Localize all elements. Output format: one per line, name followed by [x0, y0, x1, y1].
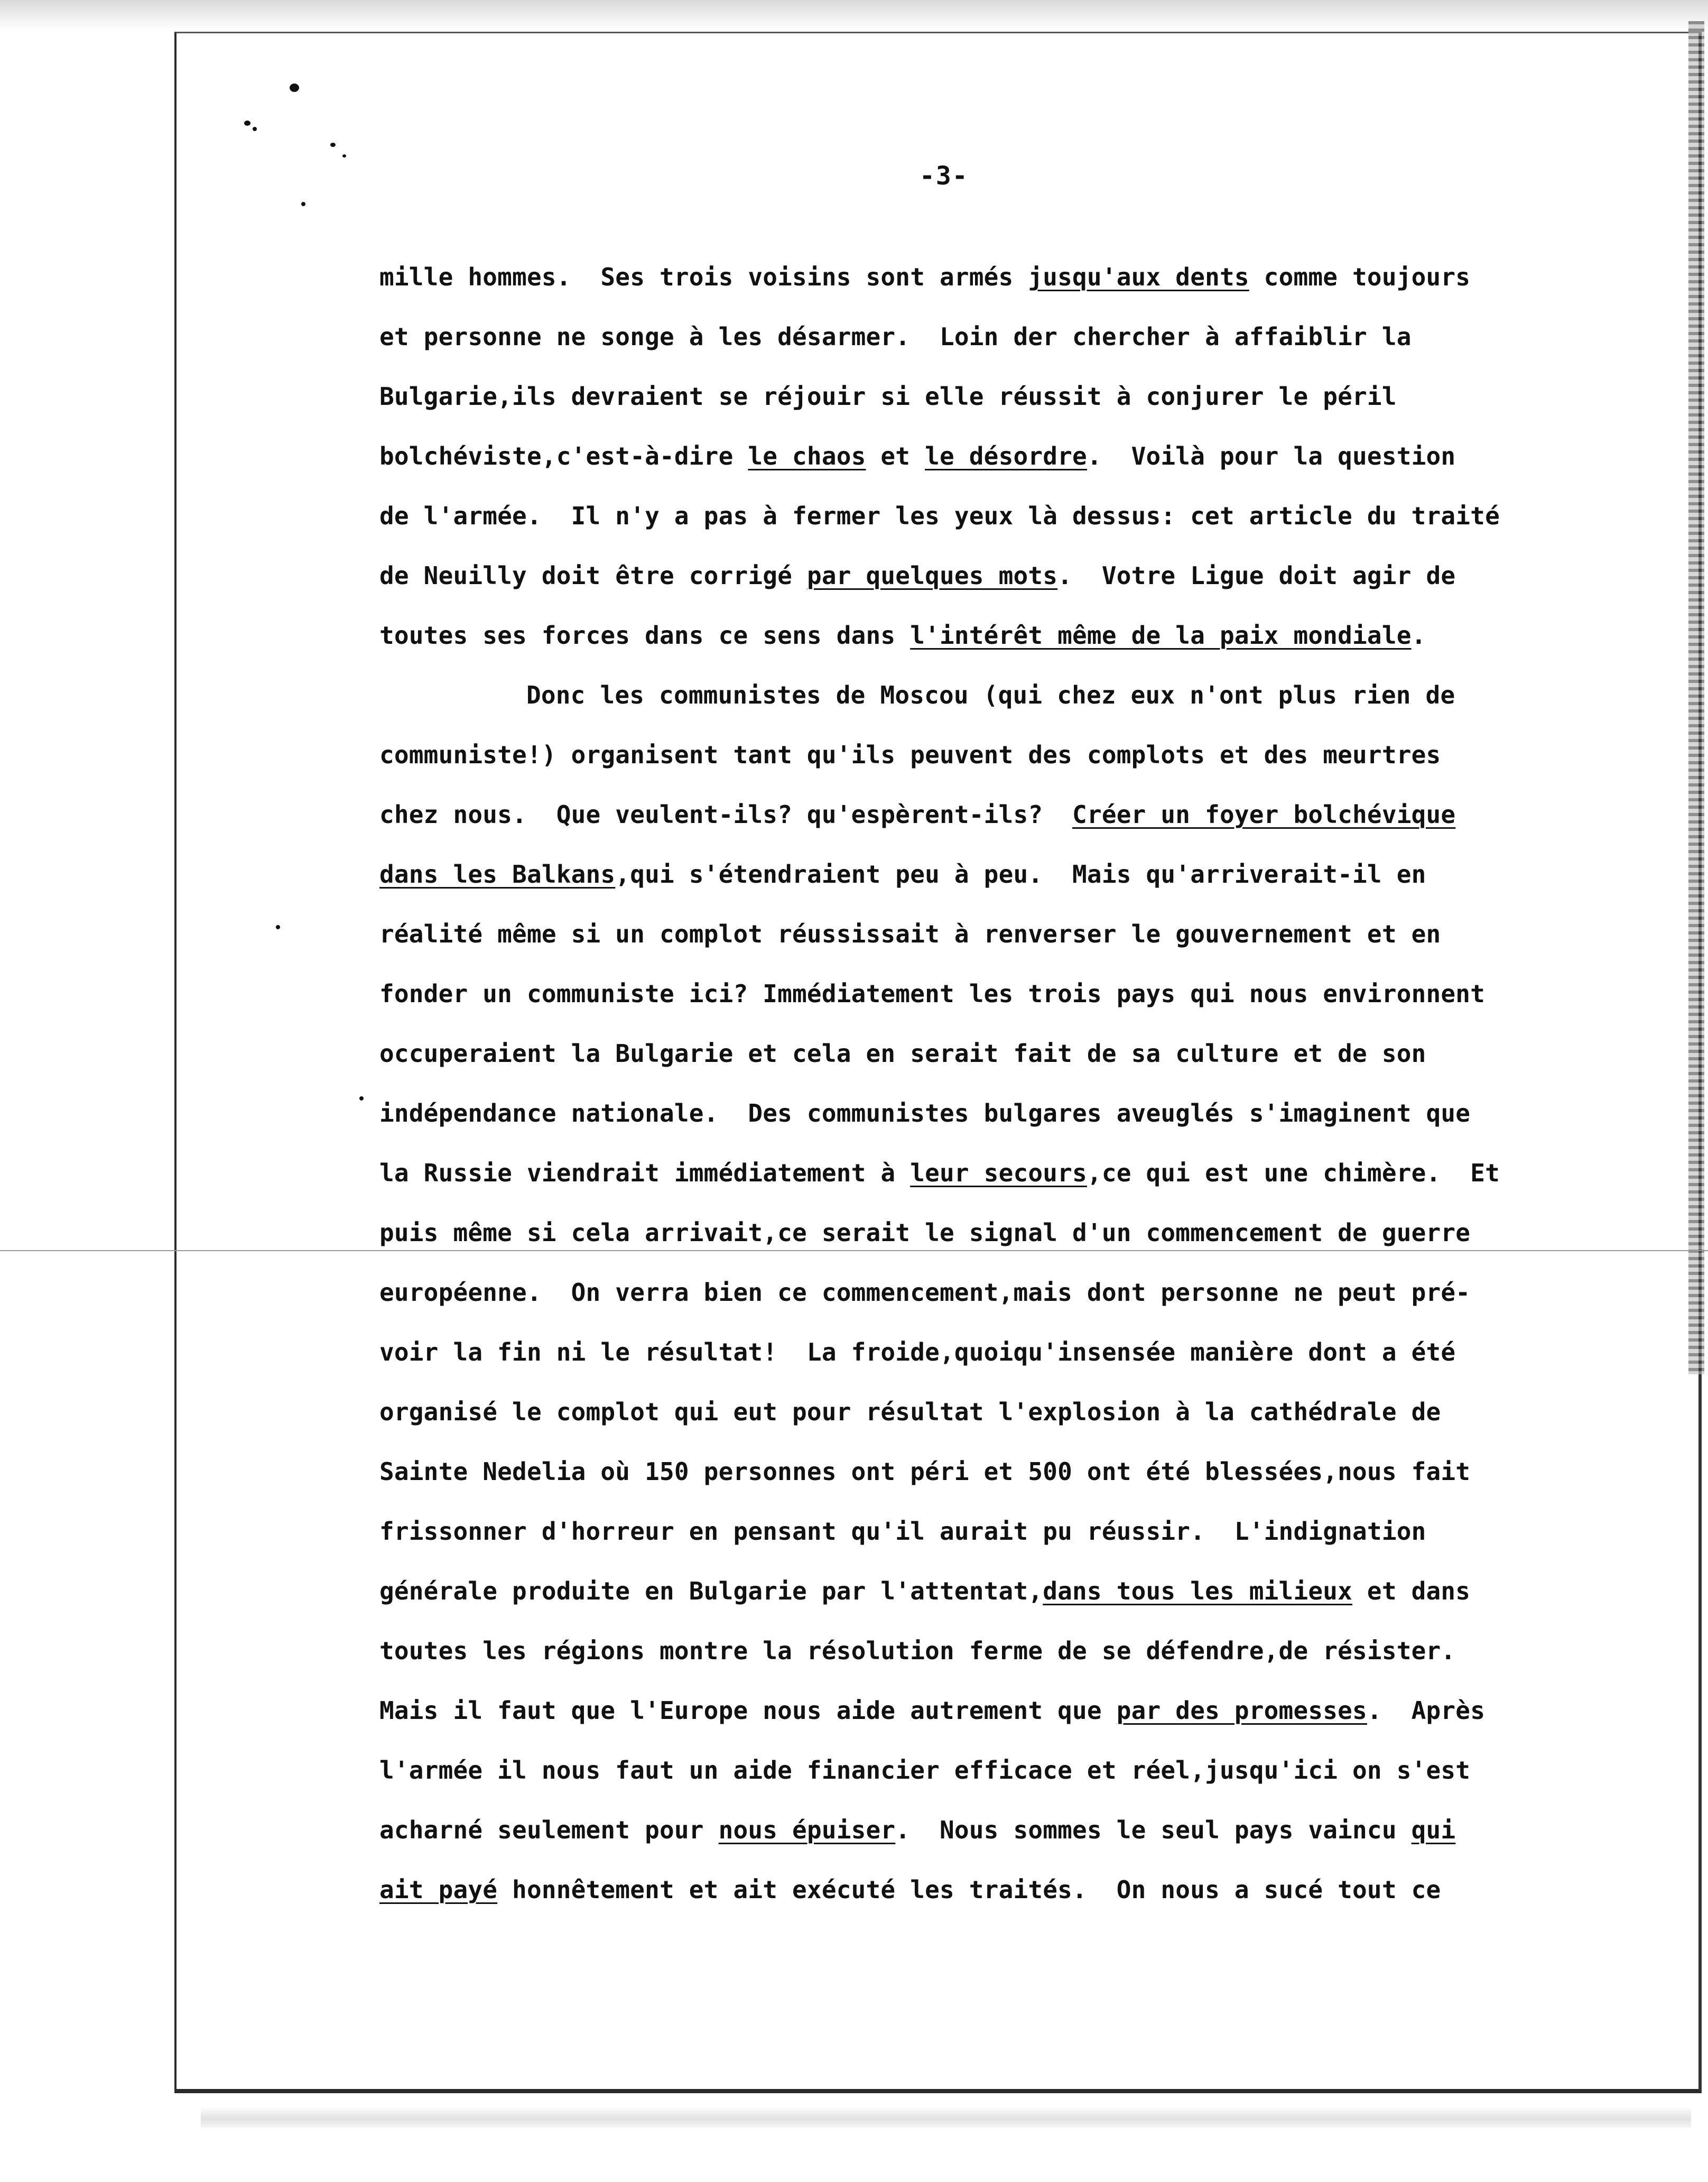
text-segment: de l'armée. Il n'y a pas à fermer les yeux là dessus: cet article du traité	[379, 502, 1500, 530]
text-segment: honnêtement et ait exécuté les traités. On nous a sucé tout ce	[497, 1875, 1441, 1904]
text-segment: . Nous sommes le seul pays vaincu	[895, 1816, 1412, 1844]
scan-top-edge	[0, 0, 1708, 32]
ink-speck	[244, 121, 250, 126]
text-segment: . Votre Ligue doit agir de	[1057, 561, 1456, 590]
underlined-text: le chaos	[748, 442, 866, 470]
ink-speck	[301, 202, 305, 206]
text-segment: voir la fin ni le résultat! La froide,quoiqu'insensée manière dont a été	[379, 1338, 1456, 1366]
text-segment: et dans	[1352, 1577, 1471, 1605]
text-segment: ,qui s'étendraient peu à peu. Mais qu'arriverait-il en	[615, 860, 1426, 889]
text-segment: communiste!) organisent tant qu'ils peuvent des complots et des meurtres	[379, 741, 1441, 769]
text-line	[379, 1621, 1648, 1681]
underlined-text: ait payé	[379, 1875, 498, 1904]
underlined-text: jusqu'aux dents	[1028, 263, 1249, 291]
text-segment: bolchéviste,c'est-à-dire	[379, 442, 748, 470]
text-segment: l'armée il nous faut un aide financier efficace et réel,jusqu'ici on s'est	[379, 1756, 1471, 1785]
ink-speck	[290, 84, 299, 92]
text-segment: organisé le complot qui eut pour résultat l'explosion à la cathédrale de	[379, 1398, 1441, 1426]
text-segment: de Neuilly doit être corrigé	[379, 561, 807, 590]
text-segment: générale produite en Bulgarie par l'attentat,	[379, 1577, 1043, 1605]
text-line	[379, 665, 1648, 725]
text-segment: ,ce qui est une chimère. Et	[1087, 1159, 1500, 1187]
text-line	[379, 486, 1648, 546]
text-line	[379, 725, 1648, 785]
text-segment: toutes ses forces dans ce sens dans	[379, 621, 911, 650]
text-line	[379, 1561, 1648, 1621]
text-segment: la Russie viendrait immédiatement à	[379, 1159, 911, 1187]
text-segment: européenne. On verra bien ce commencement,mais dont personne ne peut pré-	[379, 1278, 1471, 1307]
text-line	[379, 904, 1648, 964]
text-segment: Donc les communistes de Moscou (qui chez eux n'ont plus rien de	[526, 681, 1455, 709]
underlined-text: dans tous les milieux	[1043, 1577, 1353, 1605]
text-segment: .	[1411, 621, 1426, 650]
text-segment: et	[866, 442, 925, 470]
text-segment: fonder un communiste ici? Immédiatement les trois pays qui nous environnent	[379, 979, 1486, 1008]
ink-speck	[253, 127, 257, 131]
document-body	[379, 247, 1648, 1920]
text-segment: Sainte Nedelia où 150 personnes ont péri et 500 ont été blessées,nous fait	[379, 1457, 1471, 1486]
scan-right-edge	[1688, 21, 1704, 1374]
text-line	[379, 367, 1648, 427]
text-line	[379, 1143, 1648, 1203]
text-segment: mille hommes. Ses trois voisins sont armés	[379, 263, 1028, 291]
text-line	[379, 606, 1648, 665]
text-segment: indépendance nationale. Des communistes bulgares aveuglés s'imaginent que	[379, 1099, 1471, 1127]
text-line	[379, 1382, 1648, 1442]
text-line	[379, 1800, 1648, 1860]
page-number: -3-	[920, 161, 969, 191]
text-segment: comme toujours	[1249, 263, 1471, 291]
underlined-text: par des promesses	[1116, 1696, 1367, 1725]
text-line	[379, 1263, 1648, 1323]
underlined-text: leur secours	[910, 1159, 1087, 1187]
text-segment: frissonner d'horreur en pensant qu'il aurait pu réussir. L'indignation	[379, 1517, 1426, 1546]
text-segment: . Après	[1367, 1696, 1486, 1725]
text-line	[379, 964, 1648, 1024]
text-segment: chez nous. Que veulent-ils? qu'espèrent-ils?	[379, 800, 1073, 829]
text-segment: toutes les régions montre la résolution ferme de se défendre,de résister.	[379, 1637, 1456, 1665]
ink-speck	[276, 925, 280, 929]
underlined-text: par quelques mots	[806, 561, 1058, 590]
underlined-text: Créer un foyer bolchévique	[1072, 800, 1456, 829]
text-segment: puis même si cela arrivait,ce serait le signal d'un commencement de guerre	[379, 1218, 1471, 1247]
text-line	[379, 247, 1648, 307]
text-line	[379, 1741, 1648, 1800]
text-segment: réalité même si un complot réussissait à renverser le gouvernement et en	[379, 920, 1441, 948]
ink-speck	[342, 154, 346, 158]
scan-bottom-edge	[201, 2106, 1691, 2128]
underlined-text: le désordre	[925, 442, 1087, 470]
text-line	[379, 1323, 1648, 1382]
text-line	[379, 785, 1648, 845]
ink-speck	[330, 143, 336, 147]
text-line	[379, 1502, 1648, 1561]
underlined-text: dans les Balkans	[379, 860, 616, 889]
text-line	[379, 1442, 1648, 1502]
text-line	[379, 1024, 1648, 1084]
text-segment: Mais il faut que l'Europe nous aide autrement que	[379, 1696, 1117, 1725]
text-segment: Bulgarie,ils devraient se réjouir si elle réussit à conjurer le péril	[379, 382, 1397, 411]
text-line	[379, 1860, 1648, 1920]
text-line	[379, 1084, 1648, 1143]
text-line	[379, 845, 1648, 904]
text-line	[379, 427, 1648, 486]
text-segment: acharné seulement pour	[379, 1816, 719, 1844]
text-line	[379, 307, 1648, 367]
text-segment: occuperaient la Bulgarie et cela en serait fait de sa culture et de son	[379, 1039, 1426, 1068]
ink-speck	[359, 1096, 364, 1101]
underlined-text: qui	[1411, 1816, 1456, 1844]
text-segment: et personne ne songe à les désarmer. Loin der chercher à affaiblir la	[379, 322, 1412, 351]
text-line	[379, 1203, 1648, 1263]
underlined-text: nous épuiser	[718, 1816, 896, 1844]
text-line	[379, 1681, 1648, 1741]
text-line	[379, 546, 1648, 606]
underlined-text: l'intérêt même de la paix mondiale	[910, 621, 1412, 650]
text-segment: . Voilà pour la question	[1087, 442, 1456, 470]
